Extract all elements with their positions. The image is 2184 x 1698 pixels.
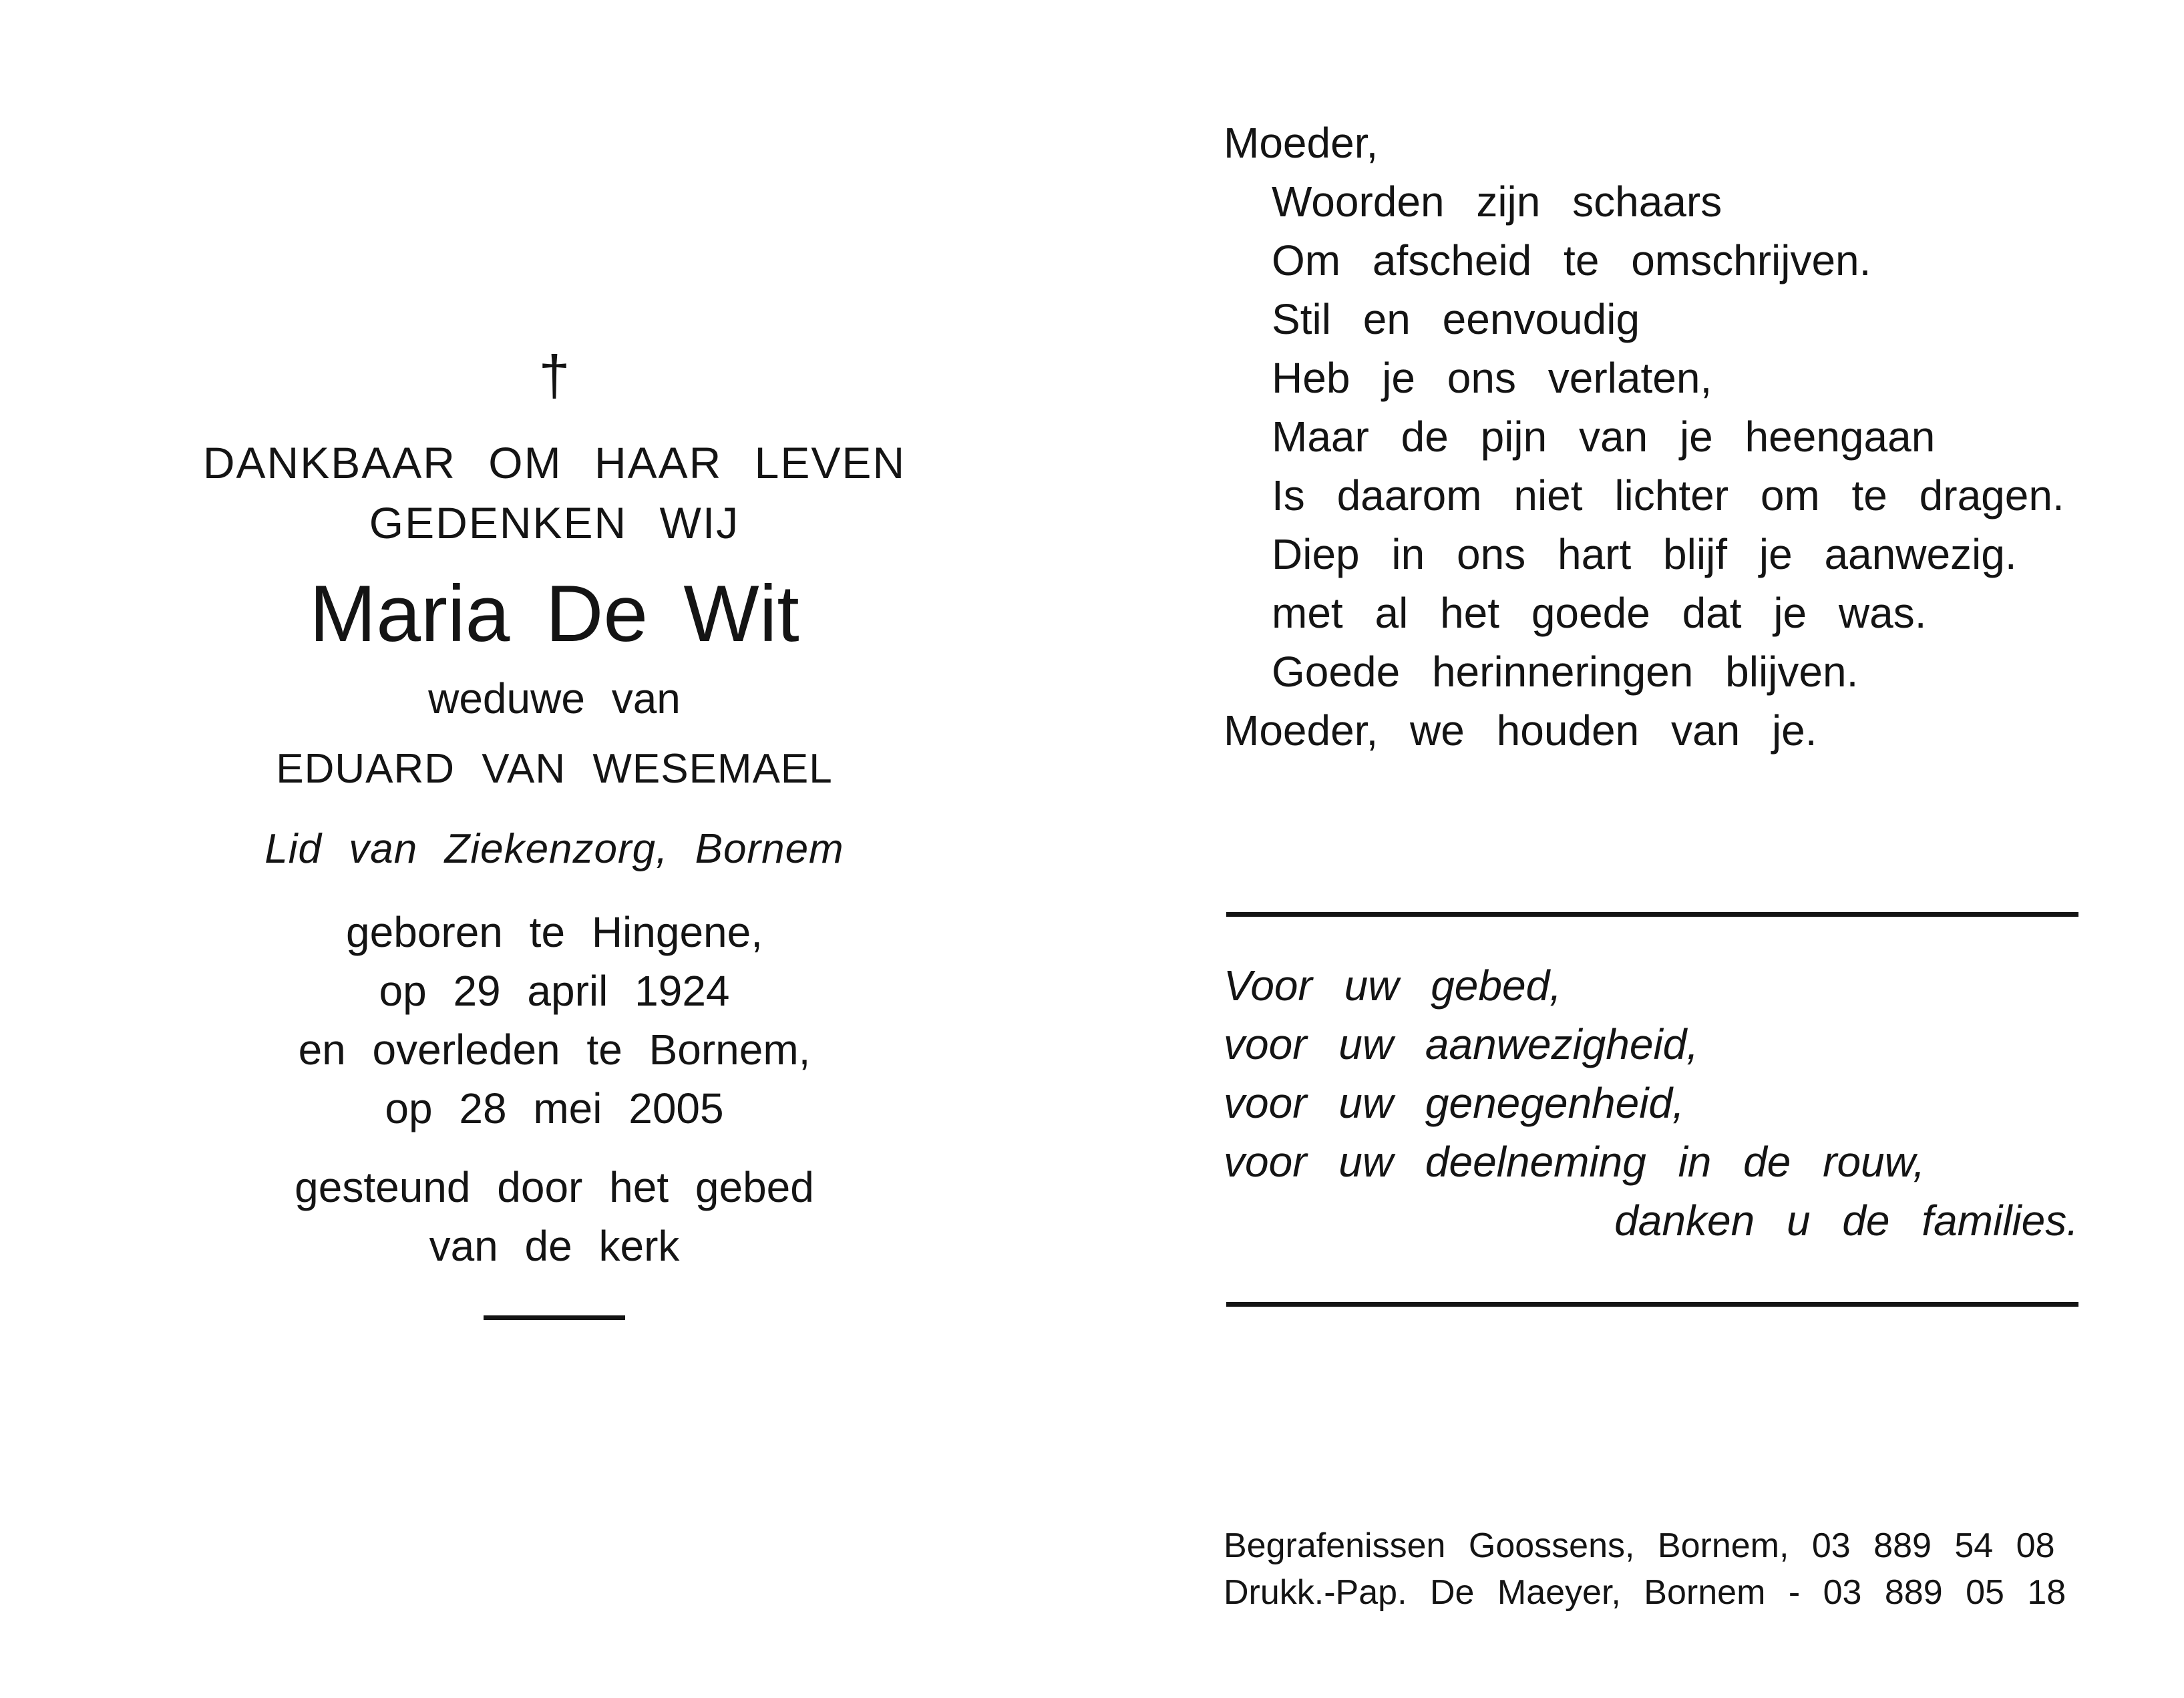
deceased-name: Maria De Wit [309, 569, 799, 658]
poem-line: Diep in ons hart blijf je aanwezig. [1272, 530, 2017, 578]
died-place: en overleden te Bornem, [298, 1026, 811, 1074]
thanks-line: voor uw deelneming in de rouw, [1224, 1138, 1926, 1186]
poem-line: Heb je ons verlaten, [1272, 354, 1712, 402]
support-text [147, 1158, 962, 1275]
born-date: op 29 april 1924 [379, 967, 730, 1015]
cross-icon: † [538, 344, 570, 407]
poem-line: Stil en eenvoudig [1272, 295, 1640, 343]
poem-line: Moeder, [1224, 119, 1379, 167]
poem-line: Moeder, we houden van je. [1224, 706, 1817, 755]
thanks-line: danken u de families. [1614, 1197, 2078, 1245]
spouse-name: EDUARD VAN WESEMAEL [276, 746, 833, 792]
thanks-line: Voor uw gebed, [1224, 962, 1562, 1010]
poem-line: Goede herinneringen blijven. [1272, 648, 1859, 696]
divider [1226, 1302, 2078, 1307]
support-line-2: van de kerk [429, 1222, 680, 1270]
membership: Lid van Ziekenzorg, Bornem [264, 826, 844, 872]
poem [1224, 114, 2092, 760]
born-place: geboren te Hingene, [346, 908, 763, 956]
thanks-line: voor uw aanwezigheid, [1224, 1020, 1699, 1068]
thanks-text [1224, 956, 2085, 1250]
widow-of: weduwe van [428, 674, 681, 722]
support-line-1: gesteund door het gebed [295, 1163, 814, 1211]
printer-line: Drukk.-Pap. De Maeyer, Bornem - 03 889 05 18 [1224, 1573, 2066, 1612]
poem-line: Om afscheid te omschrijven. [1272, 236, 1871, 284]
funeral-home-line: Begrafenissen Goossens, Bornem, 03 889 54 08 [1224, 1526, 2055, 1565]
poem-line: met al het goede dat je was. [1272, 589, 1927, 637]
thanks-line: voor uw genegenheid, [1224, 1079, 1684, 1127]
heading-line-2: GEDENKEN WIJ [369, 498, 740, 548]
died-date: op 28 mei 2005 [385, 1084, 724, 1132]
divider [484, 1315, 625, 1320]
poem-line: Woorden zijn schaars [1272, 178, 1722, 226]
heading-line-1: DANKBAAR OM HAAR LEVEN [202, 438, 906, 487]
poem-line: Is daarom niet lichter om te dragen. [1272, 471, 2064, 519]
left-panel [147, 344, 962, 1320]
life-dates [147, 903, 962, 1138]
poem-line: Maar de pijn van je heengaan [1272, 413, 1936, 461]
footer [1224, 1522, 2085, 1616]
divider [1226, 912, 2078, 917]
